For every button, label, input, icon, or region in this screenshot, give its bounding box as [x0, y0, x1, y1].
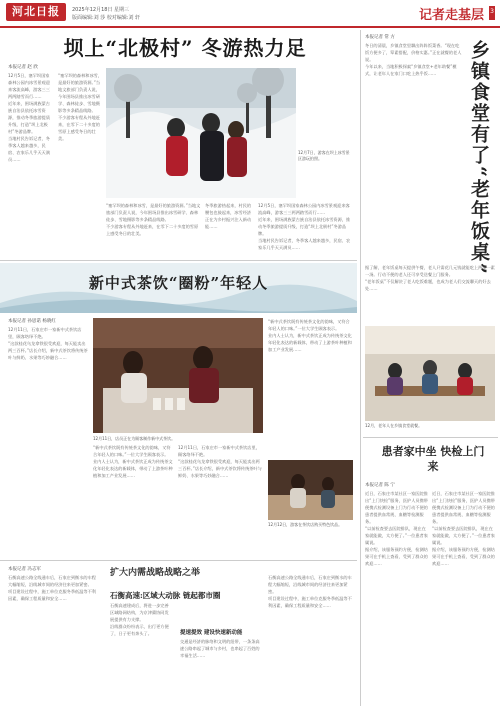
article-text-col2: 近日，石家庄市某社区一家医院推出“上门快检”服务，医护人员携带便携式检测设备上门为行动不便的患者提供血常规、血糖等检测服务。 “以前检查要去医院排队，现在在家就能做，太方便了。”一位患者家属说。 据介绍，该服务预约方便，检测结果可在手机上查看，受到了群众的欢迎…… [432, 491, 495, 566]
editor-meta: 版面编辑:刘 莎 校对编辑:刘 轩 [72, 15, 141, 21]
article-text-col1: 12月11日，石家庄市一家新中式茶饮店里，顾客络绎不绝。 “这款桂花乌龙拿铁很受欢迎，每天能卖出两三百杯。”店长介绍，新中式茶饮将传统茶叶与鲜奶、水果等巧妙融合…… [8, 327, 88, 360]
subhead-speedup: 提速提效 建设快速新动能 [180, 630, 243, 636]
issue-date: 2025年12月18日 星期三 [72, 7, 130, 13]
divider [0, 560, 357, 561]
article-text-col1: 冬日的清晨，乡镇食堂里飘出阵阵饭菜香。“现在吃饭方便多了，荤素搭配，价格实惠。”正在就餐的老人说。 今年以来，当地积极探索“乡镇食堂+老年助餐”模式，让老年人在家门口吃上热乎饭…… [365, 43, 462, 76]
article-text-col3: 交通是经济的脉络和文明的纽带，一条条高速公路串起了城市与乡村，也串起了百姓的幸福生活…… [180, 639, 260, 658]
photo-caption: 12月12日，游客在茶饮店购买特色饮品。 [268, 522, 343, 527]
tea-counter-photo [268, 460, 353, 520]
article-text-col5: 12月5日，塞罕坝国家森林公园内冰雪景观迎来客流高峰，游客三三两两踏雪而行…… 近年来，围场满族蒙古族自治县依托冰雪资源，推动冬季旅游提质升级，打造“坝上北极村”冬游品牌。 当地村民告诉记者，冬季客人越来越多，民宿、农家乐几乎天天满员…… [258, 203, 351, 250]
article-text-col1: 12月5日，塞罕坝国家森林公园内冰雪景观迎来客流高峰，游客三三两两踏雪而行…… 近年来，围场满族蒙古族自治县依托冰雪资源，推动冬季旅游提质升级，打造“坝上北极村”冬游品牌。 当地村民告诉记者，冬季客人越来越多，民宿、农家乐几乎天天满员…… [8, 73, 50, 162]
headline-north-village: 坝上“北极村” 冬游热力足 [63, 36, 307, 60]
article-text-col3: 12月11日，石家庄市一家新中式茶饮店里，顾客络绎不绝。 “这款桂花乌龙拿铁很受欢迎，每天能卖出两三百杯。”店长介绍，新中式茶饮将传统茶叶与鲜奶、水果等巧妙融合…… [178, 445, 262, 478]
page-number: 3 [490, 8, 494, 15]
column-divider [360, 30, 361, 706]
headline-elderly-canteen: 乡镇食堂有了“老年饭桌” [468, 40, 490, 276]
article-text-col3: “塞罕坝的森林和冰雪，是最好的旅游资源。”当地文旅部门负责人说，今年围场县推出冰雪研学、森林徒步、雪地摄影等多条精品线路。 不少游客专程从外地赶来，在零下二十多度的雪原上感受冬日的壮美。 [106, 203, 201, 236]
article-text-col4: 石衡高速公路全线通车后，石家庄到衡水的车程大幅缩短，沿线城市间的经济往来更加紧密。 项目建设过程中，施工单位克服冬季低温等不利因素，确保工程质量和安全…… [268, 575, 352, 608]
article-text-col4: 冬季旅游热起来，村民的腰包也鼓起来，冰雪经济正在为乡村振兴注入新动能…… [205, 203, 252, 229]
photo-caption: 12月，老年人在乡镇食堂就餐。 [365, 423, 423, 428]
headline-home-testing: 患者家中坐 快检上门来 [381, 445, 485, 473]
tea-shop-photo [93, 318, 263, 433]
byline: 本报记者 孙思诺 杨晓红 [8, 319, 56, 324]
article-text-col2: “新中式茶饮既有传统茶文化的韵味，又符合年轻人的口味。”一位大学生顾客表示。 业内人士认为，新中式茶饮正成为传统茶文化年轻化表达的新载体，带动了上游茶叶种植和加工产业发展…… [93, 445, 173, 478]
photo-caption: 12月11日，店员正在为顾客制作新中式茶饮。 [93, 436, 176, 441]
article-text-col2: “塞罕坝的森林和冰雪，是最好的旅游资源。”当地文旅部门负责人说，今年围场县推出冰雪研学、森林徒步、雪地摄影等多条精品线路。 不少游客专程从外地赶来，在零下二十多度的雪原上感受冬日的壮美。 [58, 73, 103, 141]
divider [0, 260, 357, 261]
newspaper-logo: 河北日报 [6, 3, 66, 21]
divider [363, 437, 498, 438]
byline: 本报记者 赵 欣 [8, 65, 38, 70]
article-text-col4: “新中式茶饮既有传统茶文化的韵味，又符合年轻人的口味。”一位大学生顾客表示。 业内人士认为，新中式茶饮正成为传统茶文化年轻化表达的新载体，带动了上游茶叶种植和加工产业发展…… [268, 319, 352, 352]
section-title: 记者走基层 [418, 8, 484, 23]
byline: 本报记者 常 方 [365, 35, 395, 40]
article-text-col1: 石衡高速公路全线通车后，石家庄到衡水的车程大幅缩短，沿线城市间的经济往来更加紧密。 项目建设过程中，施工单位克服冬季低温等不利因素，确保工程质量和安全…… [8, 575, 96, 601]
canteen-photo [365, 326, 495, 421]
byline: 本报记者 陈 宁 [365, 483, 395, 488]
article-text-col2: 石衡高速建成后，将进一步完善区域路网结构，为京津冀协同发展提供有力支撑。 沿线群众纷纷表示，出行更方便了，日子更有奔头了。 [110, 603, 169, 636]
byline: 本报记者 冯志军 [8, 567, 41, 572]
headline-tea-drinks: 新中式茶饮“圈粉”年轻人 [88, 274, 269, 292]
headline-expressway: 扩大内需战略战略之举 [110, 568, 201, 578]
article-text-col2: 据了解，老年饭桌每天提供午餐，老人只需花几元钱就能吃上两荤一素一汤。行动不便的老人还可享受送餐上门服务。 “老年饭桌”不仅解决了老人吃饭难题，也成为老人们交流聊天的好去处…… [365, 265, 495, 291]
snow-village-photo [106, 68, 296, 198]
subhead-shiheng: 石衡高速:区域大动脉 链起都市圈 [110, 591, 221, 600]
photo-caption: 12月7日，游客在坝上冰雪景区游玩拍照。 [298, 150, 350, 161]
article-text-col1: 近日，石家庄市某社区一家医院推出“上门快检”服务，医护人员携带便携式检测设备上门为行动不便的患者提供血常规、血糖等检测服务。 “以前检查要去医院排队，现在在家就能做，太方便了。”一位患者家属说。 据介绍，该服务预约方便，检测结果可在手机上查看，受到了群众的欢迎…… [365, 491, 428, 566]
